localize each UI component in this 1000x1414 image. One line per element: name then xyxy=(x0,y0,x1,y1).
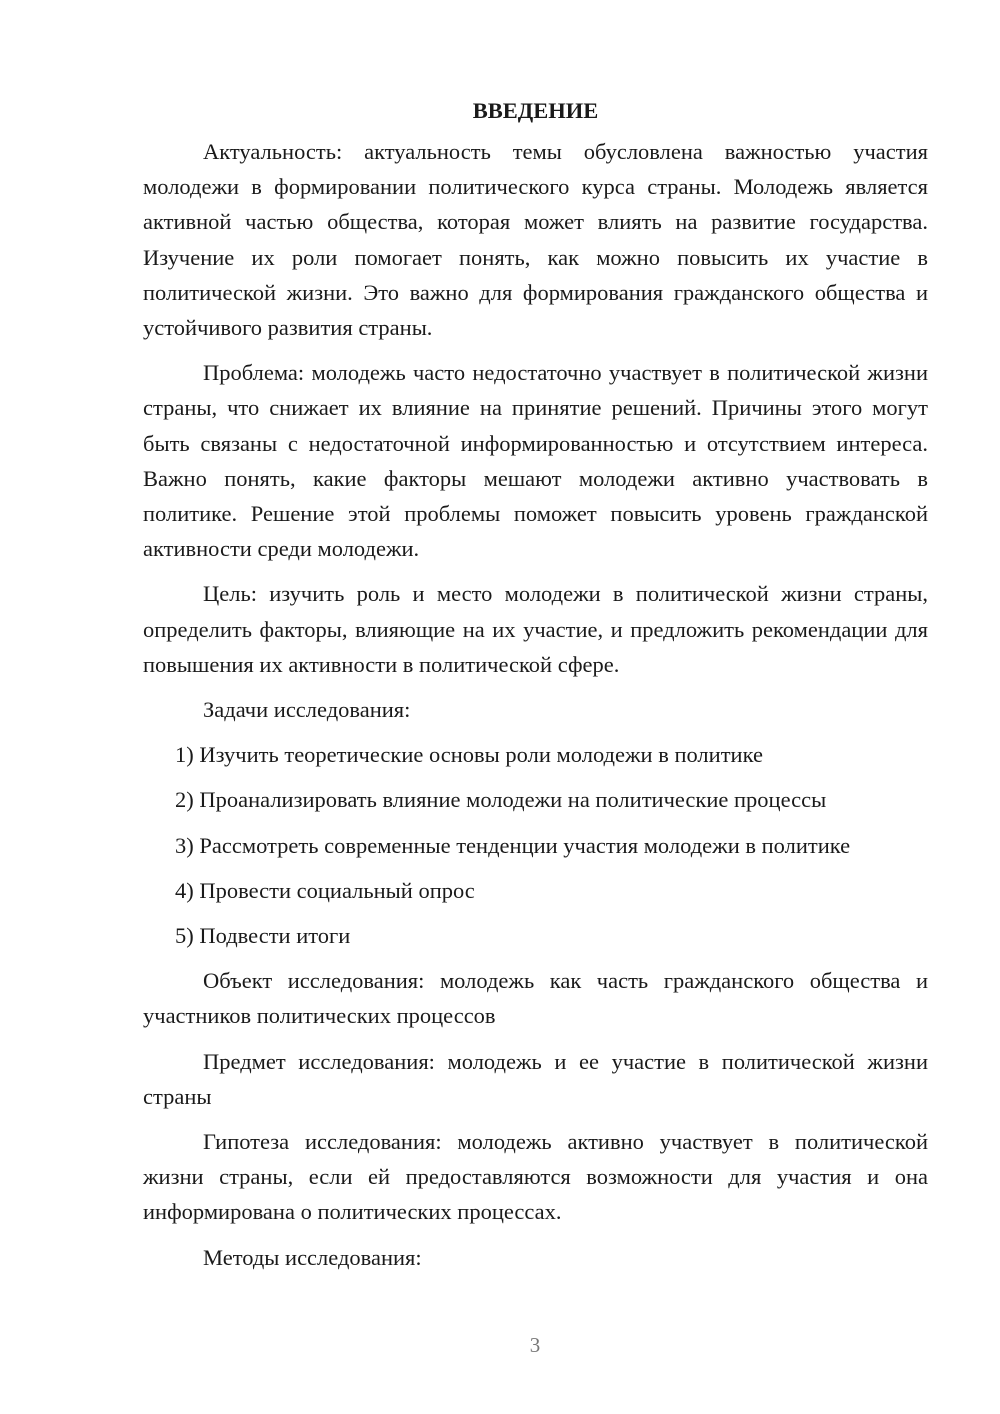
tasks-title: Задачи исследования: xyxy=(203,697,411,723)
task-item: 5) Подвести итоги xyxy=(175,923,351,949)
page-heading: ВВЕДЕНИЕ xyxy=(472,98,599,123)
object-paragraph: Объект исследования: молодежь как часть гражданского общества и участников политических процессов xyxy=(143,968,928,1029)
task-item: 1) Изучить теоретические основы роли молодежи в политике xyxy=(175,742,763,768)
methods-title: Методы исследования: xyxy=(203,1244,422,1270)
page-number: 3 xyxy=(529,1333,541,1357)
hypothesis-paragraph: Гипотеза исследования: молодежь активно участвует в политической жизни страны, если ей предоставляются возможности для участия и она информирована о политических процессах. xyxy=(143,1129,928,1225)
task-item: 3) Рассмотреть современные тенденции участия молодежи в политике xyxy=(175,832,851,858)
task-item: 2) Проанализировать влияние молодежи на политические процессы xyxy=(175,787,827,813)
task-item: 4) Провести социальный опрос xyxy=(175,877,475,903)
goal-paragraph: Цель: изучить роль и место молодежи в политической жизни страны, определить факторы, влияющие на их участие, и предложить рекомендации для повышения их активности в политической сфере. xyxy=(143,581,928,677)
subject-paragraph: Предмет исследования: молодежь и ее участие в политической жизни страны xyxy=(143,1048,928,1109)
problem-paragraph: Проблема: молодежь часто недостаточно участвует в политической жизни страны, что снижает их влияние на принятие решений. Причины этого могут быть связаны с недостаточной информированностью и отсутствием интереса. Важно понять, какие факторы мешают молодежи активно участвовать в политике. Решение этой проблемы поможет повысить уровень гражданской активности среди молодежи. xyxy=(143,360,928,562)
document-page xyxy=(143,96,928,1285)
relevance-paragraph: Актуальность: актуальность темы обусловлена важностью участия молодежи в формировании политического курса страны. Молодежь является активной частью общества, которая может влиять на развитие государства. Изучение их роли помогает понять, как можно повысить их участие в политической жизни. Это важно для формирования гражданского общества и устойчивого развития страны. xyxy=(143,139,928,341)
tasks-list xyxy=(143,737,928,953)
